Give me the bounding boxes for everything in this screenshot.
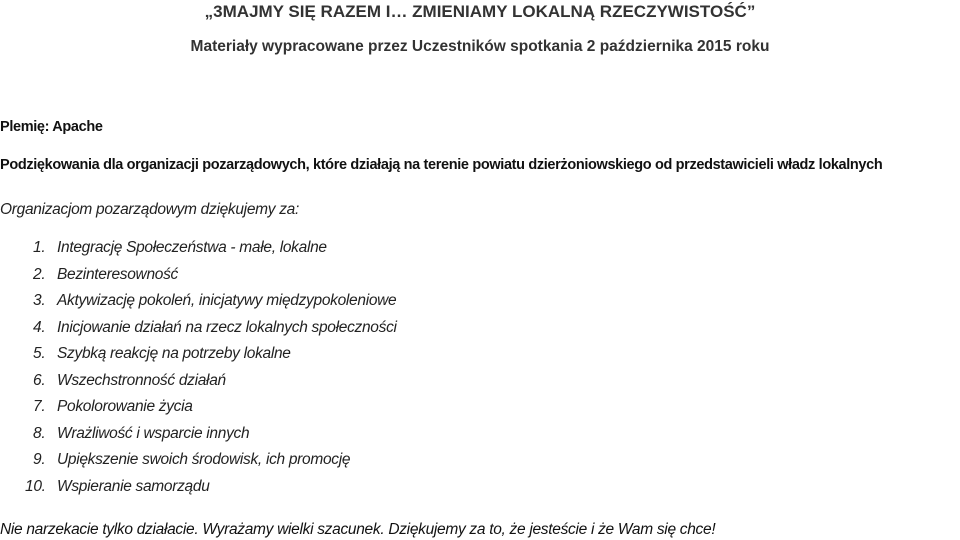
- list-item: [0, 451, 700, 471]
- list-number: 7.: [33, 398, 46, 415]
- list-item: [0, 239, 700, 259]
- list-number: 2.: [33, 265, 46, 283]
- list-text: Aktywizację pokoleń, inicjatywy międzypokoleniowe: [57, 292, 397, 309]
- list-number: 4.: [33, 318, 46, 336]
- list-text: Szybką reakcję na potrzeby lokalne: [57, 345, 291, 362]
- list-item: [0, 266, 700, 286]
- list-text: Wszechstronność działań: [57, 371, 226, 389]
- tribe-label: Plemię: Apache: [0, 119, 103, 135]
- list-number: 1.: [33, 239, 46, 256]
- list-item: [0, 319, 700, 339]
- closing-text: Nie narzekacie tylko działacie. Wyrażamy wielki szacunek. Dziękujemy za to, że jesteście i że Wam się chce!: [0, 521, 716, 538]
- section-heading: Podziękowania dla organizacji pozarządowych, które działają na terenie powiatu dzierżoniowskiego od przedstawicieli władz lokalnych: [0, 157, 883, 173]
- list-text: Pokolorowanie życia: [57, 398, 193, 415]
- list-number: 3.: [33, 292, 46, 309]
- list-text: Wspieranie samorządu: [57, 477, 210, 495]
- list-number: 5.: [33, 345, 46, 362]
- list-number: 9.: [33, 451, 46, 468]
- list-text: Integrację Społeczeństwa - małe, lokalne: [57, 239, 327, 256]
- list-text: Upiększenie swoich środowisk, ich promocję: [57, 451, 351, 468]
- list-item: [0, 478, 700, 498]
- list-text: Wrażliwość i wsparcie innych: [57, 424, 250, 442]
- list-text: Inicjowanie działań na rzecz lokalnych społeczności: [57, 318, 397, 336]
- list-number: 6.: [33, 371, 46, 389]
- list-item: [0, 345, 700, 365]
- list-number: 8.: [33, 424, 46, 442]
- intro-text: Organizacjom pozarządowym dziękujemy za:: [0, 201, 299, 218]
- document-title: „3MAJMY SIĘ RAZEM I… ZMIENIAMY LOKALNĄ RZECZYWISTOŚĆ”: [204, 2, 756, 21]
- list-item: [0, 292, 700, 312]
- list-number: 10.: [25, 477, 46, 495]
- document-subtitle: Materiały wypracowane przez Uczestników spotkania 2 października 2015 roku: [190, 38, 770, 55]
- list-item: [0, 398, 700, 418]
- list-item: [0, 425, 700, 445]
- list-item: [0, 372, 700, 392]
- list-text: Bezinteresowność: [57, 265, 178, 283]
